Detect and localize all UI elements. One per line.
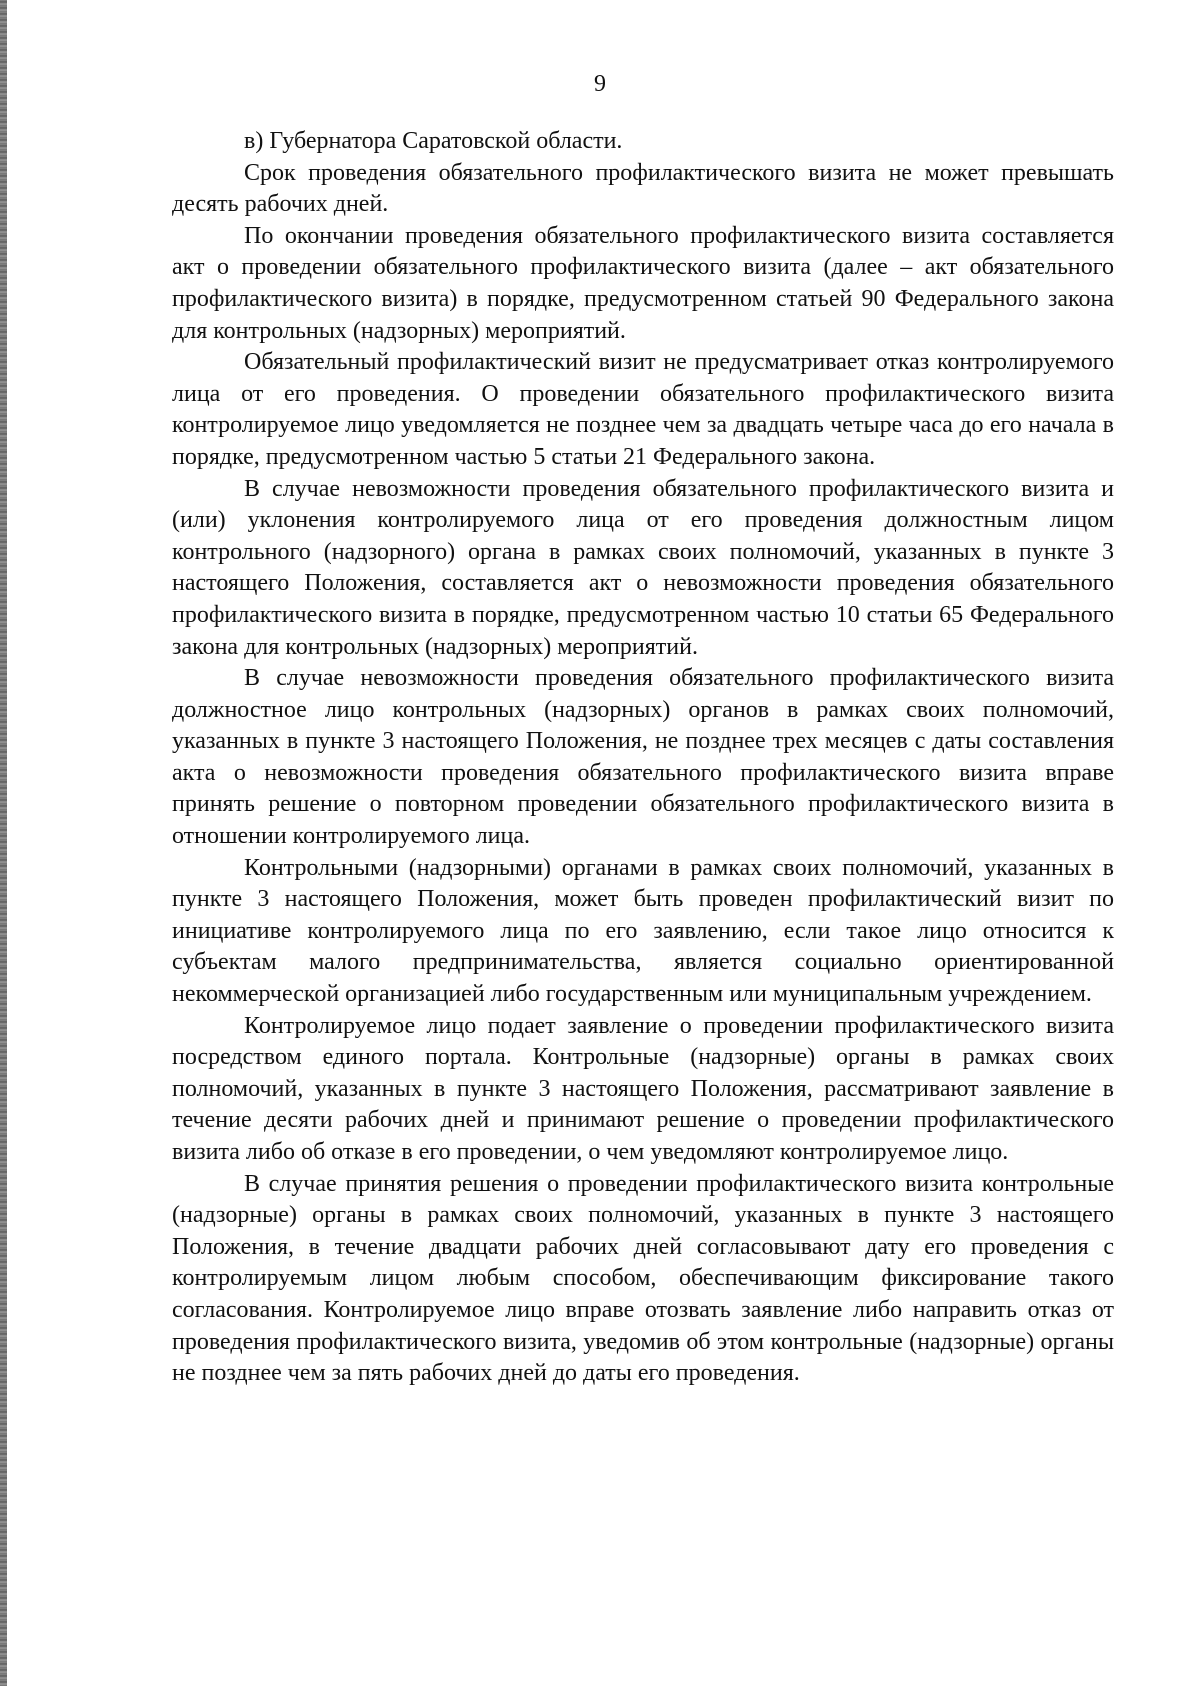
paragraph-5: В случае невозможности проведения обязательного профилактического визита и (или) уклонения контролируемого лица от его проведения должностным лицом контрольного (надзорного) органа в рамках своих полномочий, указанных в пункте 3 настоящего Положения, составляется акт о невозможности проведения обязательного профилактического визита в порядке, предусмотренном частью 10 статьи 65 Федерального закона для контрольных (надзорных) мероприятий. bbox=[172, 475, 1114, 660]
paragraph-8: Контролируемое лицо подает заявление о проведении профилактического визита посредством единого портала. Контрольные (надзорные) органы в рамках своих полномочий, указанных в пункте 3 настоящего Положения, рассматривают заявление в течение десяти рабочих дней и принимают решение о проведении профилактического визита либо об отказе в его проведении, о чем уведомляют контролируемое лицо. bbox=[172, 1012, 1114, 1165]
document-body bbox=[172, 126, 1114, 1390]
paragraph-7: Контрольными (надзорными) органами в рамках своих полномочий, указанных в пункте 3 настоящего Положения, может быть проведен профилактический визит по инициативе контролируемого лица по его заявлению, если такое лицо относится к субъектам малого предпринимательства, является социально ориентированной некоммерческой организацией либо государственным или муниципальным учреждением. bbox=[172, 854, 1114, 1008]
page-number: 9 bbox=[594, 71, 606, 97]
paragraph-4: Обязательный профилактический визит не предусматривает отказ контролируемого лица от его проведения. О проведении обязательного профилактического визита контролируемое лицо уведомляется не позднее чем за двадцать четыре часа до его начала в порядке, предусмотренном частью 5 статьи 21 Федерального закона. bbox=[172, 349, 1114, 470]
paragraph-9: В случае принятия решения о проведении профилактического визита контрольные (надзорные) органы в рамках своих полномочий, указанных в пункте 3 настоящего Положения, в течение двадцати рабочих дней согласовывают дату его проведения с контролируемым лицом любым способом, обеспечивающим фиксирование такого согласования. Контролируемое лицо вправе отозвать заявление либо направить отказ от проведения профилактического визита, уведомив об этом контрольные (надзорные) органы не позднее чем за пять рабочих дней до даты его проведения. bbox=[172, 1170, 1114, 1387]
paragraph-1: в) Губернатора Саратовской области. bbox=[244, 128, 623, 154]
paragraph-2: Срок проведения обязательного профилактического визита не может превышать десять рабочих дней. bbox=[172, 159, 1114, 218]
scan-border bbox=[0, 0, 7, 1686]
paragraph-3: По окончании проведения обязательного профилактического визита составляется акт о проведении обязательного профилактического визита (далее – акт обязательного профилактического визита) в порядке, предусмотренном статьей 90 Федерального закона для контрольных (надзорных) мероприятий. bbox=[172, 222, 1114, 344]
paragraph-6: В случае невозможности проведения обязательного профилактического визита должностное лицо контрольных (надзорных) органов в рамках своих полномочий, указанных в пункте 3 настоящего Положения, не позднее трех месяцев с даты составления акта о невозможности проведения обязательного профилактического визита вправе принять решение о повторном проведении обязательного профилактического визита в отношении контролируемого лица. bbox=[172, 665, 1114, 850]
